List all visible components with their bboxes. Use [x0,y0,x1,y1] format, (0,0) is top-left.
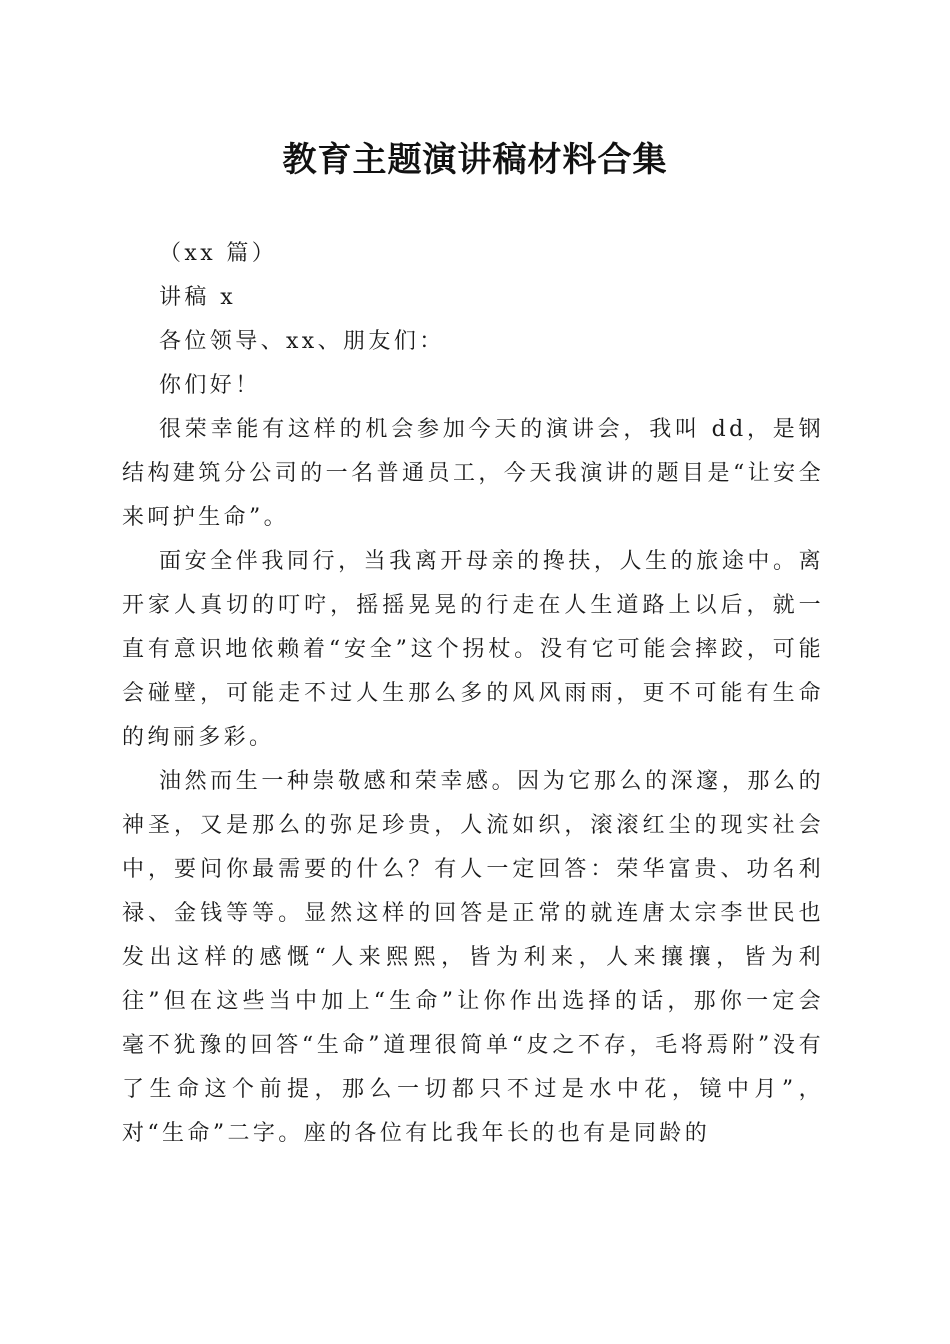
greeting-line: 你们好！ [159,373,261,398]
speech-label-line: 讲稿 x [159,285,237,310]
paragraph-intro: 很荣幸能有这样的机会参加今天的演讲会，我叫 dd，是钢结构建筑分公司的一名普通员工，今天我演讲的题目是“让安全来呵护生命”。 [122,417,824,530]
paragraph-life: 油然而生一种崇敬感和荣幸感。因为它那么的深邃，那么的神圣，又是那么的弥足珍贵，人流如织，滚滚红尘的现实社会中，要问你最需要的什么？有人一定回答：荣华富贵、功名利禄、金钱等等。显然这样的回答是正常的就连唐太宗李世民也发出这样的感慨“人来熙熙，皆为利来，人来攘攘，皆为利往”但在这些当中加上“生命”让你作出选择的话，那你一定会毫不犹豫的回答“生命”道理很简单“皮之不存，毛将焉附”没有了生命这个前提，那么一切都只不过是水中花，镜中月”，对“生命”二字。座的各位有比我年长的也有是同龄的 [122,769,824,1146]
salutation-line: 各位领导、xx、朋友们： [159,329,445,354]
document-body [122,232,824,1156]
subtitle-line: （xx 篇） [159,241,278,266]
document-title: 教育主题演讲稿材料合集 [282,140,668,180]
paragraph-safety: 面安全伴我同行，当我离开母亲的搀扶，人生的旅途中。离开家人真切的叮咛，摇摇晃晃的行走在人生道路上以后，就一直有意识地依赖着“安全”这个拐杖。没有它可能会摔跤，可能会碰壁，可能走不过人生那么多的风风雨雨，更不可能有生命的绚丽多彩。 [122,549,824,750]
